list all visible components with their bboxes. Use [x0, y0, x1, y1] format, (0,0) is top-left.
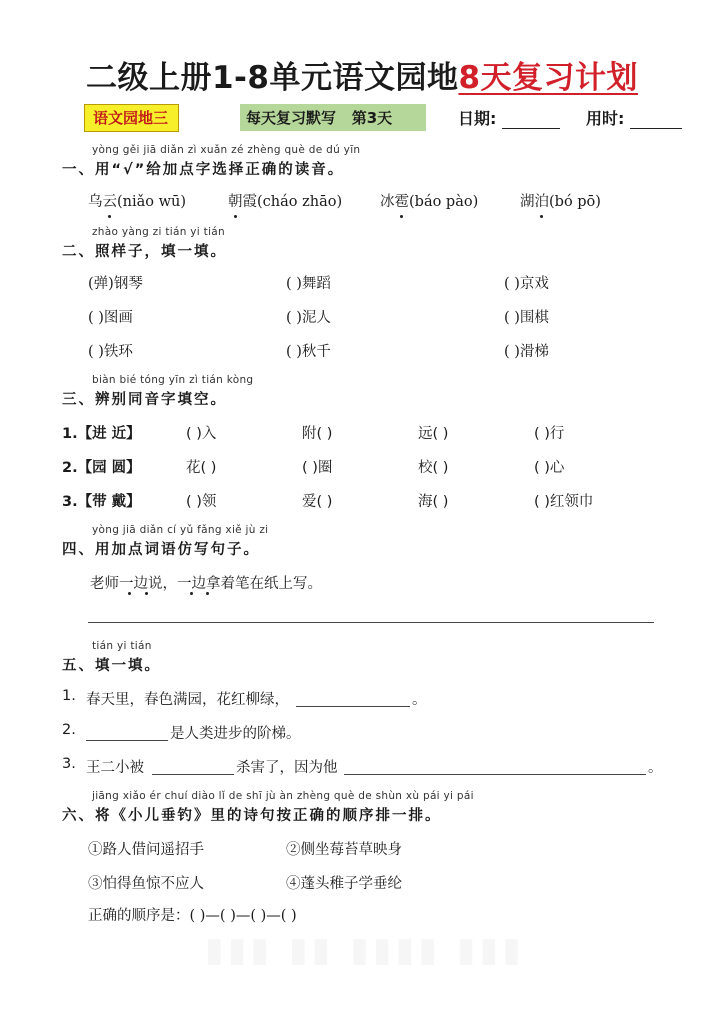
cell: ( )入	[186, 426, 217, 442]
title-red: 8天复习计划	[458, 60, 639, 96]
sec5-q2-num: 2.	[62, 722, 76, 738]
order-answer: 正确的顺序是：( )—( )—( )—( )	[88, 908, 297, 924]
sec6-title: 六、将《小儿垂钓》里的诗句按正确的顺序排一排。	[62, 808, 442, 824]
sec3-row-2	[0, 456, 724, 476]
sec4-title: 四、用加点词语仿写句子。	[62, 542, 260, 558]
date-blank	[502, 112, 560, 129]
daily-review-tag	[240, 104, 426, 131]
poem-line-3: ③怕得鱼惊不应人	[88, 876, 204, 892]
sec5-q1-end: 。	[412, 692, 427, 708]
poem-line-1: ①路人借问遥招手	[88, 842, 204, 858]
sec3-row-1	[0, 422, 724, 442]
sec5-q3-end: 。	[648, 760, 663, 776]
cell: ( )秋千	[286, 344, 331, 360]
sec1-item-3	[380, 190, 478, 211]
cell: 1.【进 近】	[62, 426, 141, 442]
blank-line	[344, 774, 646, 775]
cell: ( )红领巾	[534, 494, 594, 510]
cell: ( )围棋	[504, 310, 549, 326]
sec4-sentence: 老师一边说，一边拿着笔在纸上写。	[90, 576, 322, 592]
unit-tag: 语文园地三	[84, 104, 179, 132]
cell: ( )滑梯	[504, 344, 549, 360]
time-blank	[630, 112, 682, 129]
cell: ( )心	[534, 460, 565, 476]
poem-line-2: ②侧坐莓苔草映身	[286, 842, 402, 858]
cell: 远( )	[418, 426, 449, 442]
date-label: 日期:	[458, 109, 497, 128]
emphasis-dot	[190, 592, 193, 595]
sec6-pinyin: jiāng xiǎo ér chuí diào lǐ de shī jù àn zhèng què de shùn xù pái yi pái	[92, 790, 474, 802]
cell: 爱( )	[302, 494, 333, 510]
sec2-pinyin: zhào yàng zi tián yi tián	[92, 226, 225, 238]
cell: ( )行	[534, 426, 565, 442]
time-field	[586, 106, 682, 129]
daily-label: 每天复习默写	[246, 109, 337, 127]
cell: ( )泥人	[286, 310, 331, 326]
cell: 海( )	[418, 494, 449, 510]
day-label: 第3天	[351, 109, 393, 127]
sec4-pinyin: yòng jiā diǎn cí yǔ fǎng xiě jù zi	[92, 524, 269, 536]
date-field	[458, 106, 560, 129]
cell: ( )领	[186, 494, 217, 510]
dotted-char: 泊	[535, 190, 550, 211]
sec5-q1-num: 1.	[62, 688, 76, 704]
emphasis-dot	[206, 592, 209, 595]
cell: ( )圈	[302, 460, 333, 476]
sec3-title: 三、辨别同音字填空。	[62, 392, 227, 408]
options: 霞(cháo zhāo)	[242, 194, 343, 210]
title-black: 二级上册1-8单元语文园地	[85, 60, 459, 96]
sec3-pinyin: biàn bié tóng yīn zì tián kòng	[92, 374, 254, 386]
sec2-row-1	[0, 272, 724, 292]
cell: 花( )	[186, 460, 217, 476]
emphasis-dot	[145, 592, 148, 595]
sec5-q2: 是人类进步的阶梯。	[170, 726, 301, 742]
char: 湖	[520, 194, 535, 210]
sec1-item-4	[520, 190, 601, 211]
options: (báo pào)	[409, 194, 479, 210]
sec5-q1: 春天里，春色满园，花红柳绿，	[86, 692, 289, 708]
char: 乌	[88, 194, 103, 210]
sec1-pinyin: yòng gěi jiā diǎn zì xuǎn zé zhèng què de dú yīn	[92, 144, 361, 156]
dotted-char: 雹	[395, 190, 410, 211]
options: (bó pō)	[549, 194, 601, 210]
sec5-q3b: 杀害了，因为他	[236, 760, 338, 776]
cell: (弹)钢琴	[88, 276, 143, 292]
blank-line	[86, 740, 168, 741]
dotted-char: 云	[103, 190, 118, 211]
poem-line-4: ④蓬头稚子学垂纶	[286, 876, 402, 892]
cell: ( )京戏	[504, 276, 549, 292]
sec2-row-2	[0, 306, 724, 326]
sec5-pinyin: tián yi tián	[92, 640, 152, 652]
faint-watermark	[200, 926, 530, 974]
sec5-q3a: 王二小被	[86, 760, 144, 776]
emphasis-dot	[128, 592, 131, 595]
page-title	[0, 52, 724, 97]
cell: ( )舞蹈	[286, 276, 331, 292]
sec5-q3-num: 3.	[62, 756, 76, 772]
cell: 附( )	[302, 426, 333, 442]
time-label: 用时:	[586, 109, 625, 128]
dotted-char: 朝	[228, 190, 243, 211]
sec1-item-1	[88, 190, 186, 211]
blank-line	[296, 706, 410, 707]
cell: 2.【园 圆】	[62, 460, 141, 476]
cell: ( )铁环	[88, 344, 133, 360]
sec5-title: 五、填一填。	[62, 658, 161, 674]
blank-line	[152, 774, 234, 775]
sec3-row-3	[0, 490, 724, 510]
sec1-item-2	[228, 190, 342, 211]
cell: 3.【带 戴】	[62, 494, 141, 510]
sec1-title: 一、用“√”给加点字选择正确的读音。	[62, 162, 345, 178]
sec2-row-3	[0, 340, 724, 360]
cell: 校( )	[418, 460, 449, 476]
char: 冰	[380, 194, 395, 210]
sec2-title: 二、照样子，填一填。	[62, 244, 227, 260]
cell: ( )图画	[88, 310, 133, 326]
answer-line	[88, 622, 654, 623]
options: (niǎo wū)	[117, 194, 187, 210]
